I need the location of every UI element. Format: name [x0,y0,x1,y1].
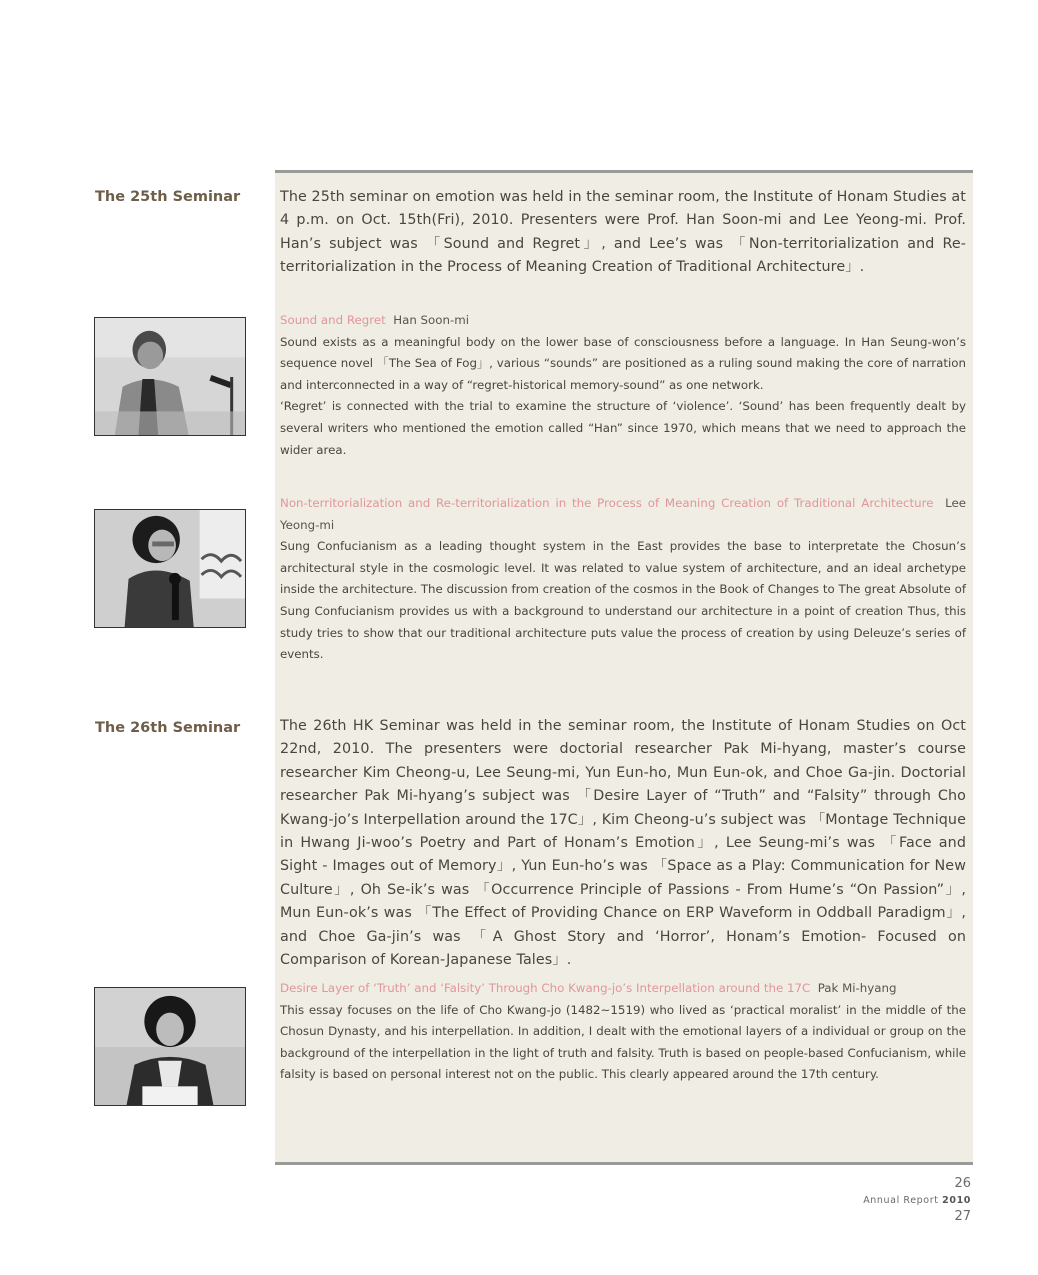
abstract-author: Pak Mi-hyang [817,981,897,995]
report-year: 2010 [942,1195,971,1206]
page-number-left: 26 [954,1176,971,1191]
photo-pak-mi-hyang [94,987,246,1106]
seminar-26-label: The 26th Seminar [95,720,241,736]
seminar-26-intro: The 26th HK Seminar was held in the seminar room, the Institute of Honam Studies on Oct 22nd, 2010. The presenters were doctorial researcher Pak Mi-hyang, master’s course researcher Kim Cheong-u, Lee Seung-mi, Yun Eun-ho, Mun Eun-ok, and Choe Ga-jin. Doctorial researcher Pak Mi-hyang’s subject was 「Desire Layer of “Truth” and “Falsity” through Cho Kwang-jo’s Interpellation around the 17C」, Kim Cheong-u’s subject was 「Montage Technique in Hwang Ji-woo’s Poetry and Part of Honam’s Emotion」, Lee Seung-mi’s was 「Face and Sight - Images out of Memory」, Yun Eun-ho’s was 「Space as a Play: Communication for New Culture」, Oh Se-ik’s was 「Occurrence Principle of Passions - From Hume’s “On Passion”」, Mun Eun-ok’s was 「The Effect of Providing Chance on ERP Waveform in Oddball Paradigm」, and Choe Ga-jin’s was 「A Ghost Story and ‘Horror’, Honam’s Emotion- Focused on Comparison of Korean-Japanese Tales」. [280,718,966,969]
abstract-paragraph: Sung Confucianism as a leading thought system in the East provides the base to interpretate the Chosun’s architectural style in the cosmologic level. It was related to value system of architecture, and an ideal archetype inside the architecture. The discussion from creation of the cosmos in the Book of Changes to The great Absolute of Sung Confucianism provides us with a background to understand our architecture in a point of creation Thus, this study tries to show that our traditional architecture puts value the process of creation by using Deleuze’s series of events. [280,539,966,662]
photo-han-soon-mi [94,317,246,436]
abstract-sound-and-regret [280,310,966,461]
abstract-title: Sound and Regret [280,313,386,327]
seminar-25-intro: The 25th seminar on emotion was held in the seminar room, the Institute of Honam Studies at 4 p.m. on Oct. 15th(Fri), 2010. Presenters were Prof. Han Soon-mi and Lee Yeong-mi. Prof. Han’s subject was 「Sound and Regret」, and Lee’s was 「Non-territorialization and Re-territorialization in the Process of Meaning Creation of Traditional Architecture」. [280,189,966,276]
annual-report-label [863,1195,971,1206]
abstract-architecture [280,493,966,666]
abstract-paragraph: ‘Regret’ is connected with the trial to examine the structure of ‘violence’. ‘Sound’ has been frequently dealt by several writers who mentioned the emotion called “Han” since 1970, which means that we need to approach the wider area. [280,399,966,457]
seminar-25-label: The 25th Seminar [95,189,241,205]
page-number-right: 27 [954,1209,971,1224]
abstract-author: Han Soon-mi [393,313,469,327]
abstract-paragraph: This essay focuses on the life of Cho Kwang-jo (1482~1519) who lived as ‘practical moralist’ in the middle of the Chosun Dynasty, and his interpellation. In addition, I dealt with the emotional layers of a individual or group on the background of the interpellation in the light of truth and falsity. Truth is based on people-based Confucianism, while falsity is based on personal interest not on the public. This clearly appeared around the 17th century. [280,1002,966,1082]
abstract-title: Non-territorialization and Re-territorialization in the Process of Meaning Creation of Traditional Architecture [280,496,934,510]
abstract-author: Lee Yeong-mi [280,496,966,532]
abstract-desire-layer [280,978,966,1086]
abstract-paragraph: Sound exists as a meaningful body on the lower base of consciousness before a language. In Han Seung-won’s sequence novel 「The Sea of Fog」, various “sounds” are positioned as a ruling sound making the core of narration and interconnected in a way of “regret-historical memory-sound” as one network. [280,334,966,392]
report-label: Annual Report [863,1195,939,1206]
photo-lee-yeong-mi [94,509,246,628]
abstract-title: Desire Layer of ‘Truth’ and ‘Falsity’ Through Cho Kwang-jo’s Interpellation around the 17C [280,981,811,995]
